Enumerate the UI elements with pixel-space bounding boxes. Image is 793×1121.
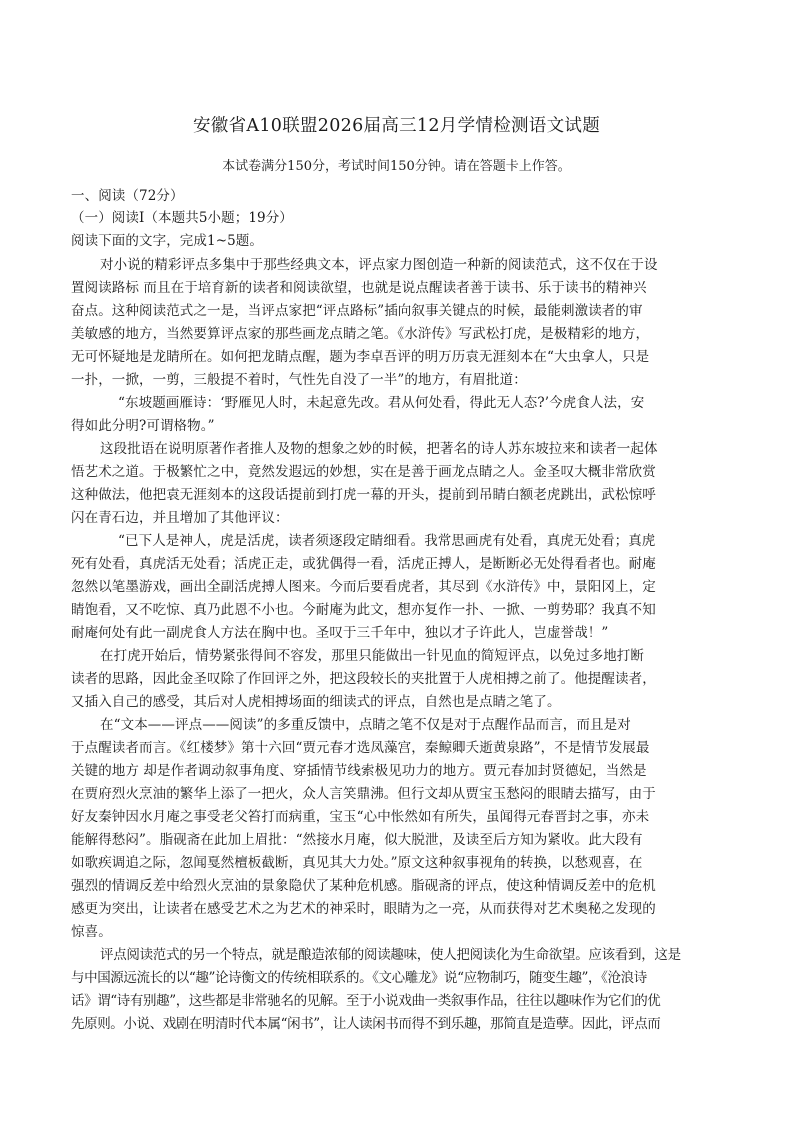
passage-line: 在打虎开始后，情势紧张得间不容发，那里只能做出一针见血的简短评点，以免过多地打断: [100, 648, 644, 664]
passage-line: 感更为突出，让读者在感受艺术之为艺术的神采时，眼睛为之一亮，从而获得对艺术奥秘之发现的: [71, 901, 656, 917]
passage-line: 对小说的精彩评点多集中于那些经典文本，评点家力图创造一种新的阅读范式，这不仅在于设: [100, 257, 658, 273]
passage-line: 闪在青石边，并且增加了其他评议：: [71, 510, 289, 526]
reading-instruction: 阅读下面的文字，完成1~5题。: [71, 233, 263, 249]
passage-line: 话》谓“诗有别趣”，这些都是非常驰名的见解。至于小说戏曲一类叙事作品，往往以趣味作为它们的优: [71, 993, 661, 1009]
section-heading: 一、阅读（72分）: [71, 188, 184, 204]
passage-line: 如歌疾调追之际，忽闻戛然檀板截断，真见其大力处。”原文这种叙事视角的转换，以愁观喜，在: [71, 855, 643, 871]
passage-line: 悟艺术之道。于极繁忙之中，竟然发遐远的妙想，实在是善于画龙点睛之人。金圣叹大概非常欣赏: [71, 464, 656, 480]
passage-line: 无可怀疑地是龙睛所在。如何把龙睛点醒，题为李卓吾评的明万历袁无涯刻本在“大虫拿人，只是: [71, 349, 650, 365]
passage-line: 在“文本——评点——阅读”的多重反馈中，点睛之笔不仅是对于点醒作品而言，而且是对: [100, 717, 631, 733]
quote-line: 得如此分明?可谓格物。”: [71, 418, 215, 434]
quote-line: “已下人是神人，虎是活虎，读者须逐段定睛细看。我常思画虎有处看，真虎无处看；真虎: [118, 533, 656, 549]
passage-line: 好友秦钟因水月庵之事受老父笞打而病重，宝玉“心中怅然如有所失，虽闻得元春晋封之事，亦未: [71, 809, 650, 825]
passage-line: 与中国源远流长的以“趣”论诗衡文的传统相联系的。《文心雕龙》说“应物制巧，随变生趣”，《沧浪诗: [71, 970, 647, 986]
passage-line: 能解得愁闷”。脂砚斋在此加上眉批：“然接水月庵，似大脱泄，及读至后方知为紧收。此大段有: [71, 832, 643, 848]
passage-line: 置阅读路标 而且在于培育新的读者和阅读欲望，也就是说点醒读者善于读书、乐于读书的精神兴: [71, 280, 647, 296]
passage-line: 评点阅读范式的另一个特点，就是酿造浓郁的阅读趣味，使人把阅读化为生命欲望。应该看到，这是: [100, 947, 681, 963]
passage-line: 强烈的情调反差中给烈火烹油的景象隐伏了某种危机感。脂砚斋的评点，使这种情调反差中的危机: [71, 878, 656, 894]
exam-instructions: 本试卷满分150分，考试时间150分钟。请在答题卡上作答。: [222, 159, 571, 174]
passage-line: 惊喜。: [71, 924, 112, 940]
quote-line: 睛饱看，又不吃惊、真乃此恩不小也。今耐庵为此文，想亦复作一扑、一掀、一剪势耶？我真不知: [71, 602, 656, 618]
passage-line: 这种做法，他把袁无涯刻本的这段话提前到打虎一幕的开头，提前到吊睛白额老虎跳出，武松惊呼: [71, 487, 656, 503]
part-heading: （一）阅读Ⅰ（本题共5小题；19分）: [71, 210, 293, 226]
passage-line: 一扑，一掀，一剪，三般提不着时，气性先自没了一半”的地方，有眉批道：: [71, 372, 527, 388]
passage-line: 读者的思路，因此金圣叹除了作回评之外，把这段较长的夹批置于人虎相搏之前了。他提醒读者，: [71, 671, 656, 687]
passage-line: 先原则。小说、戏剧在明清时代本属“闲书”，让人读闲书而得不到乐趣，那简直是造孽。因此，评点而: [71, 1016, 661, 1032]
passage-line: 又插入自己的感受，其后对人虎相搏场面的细读式的评点，自然也是点睛之笔了。: [71, 694, 561, 710]
exam-title: 安徽省A10联盟2026届高三12月学情检测语文试题: [192, 116, 600, 136]
passage-line: 于点醒读者而言。《红楼梦》第十六回“贾元春才选凤藻宫，秦鲸卿夭逝黄泉路”，不是情节发展最: [71, 740, 650, 756]
quote-line: 耐庵何处有此一副虎食人方法在胸中也。圣叹于三千年中，独以才子许此人，岂虚誉哉！”: [71, 625, 609, 641]
quote-line: 忽然以笔墨游戏，画出全副活虎搏人图来。今而后要看虎者，其尽到《水浒传》中，景阳冈上，定: [71, 579, 656, 595]
passage-line: 美敏感的地方，当然要算评点家的那些画龙点睛之笔。《水浒传》写武松打虎，是极精彩的地方，: [71, 326, 650, 342]
passage-line: 这段批语在说明原著作者推人及物的想象之妙的时候，把著名的诗人苏东坡拉来和读者一起体: [100, 441, 658, 457]
quote-line: 死有处看，真虎活无处看；活虎正走，或犹偶得一看，活虎正搏人，是断断必无处得看者也。耐庵: [71, 556, 656, 572]
passage-line: 奋点。这种阅读范式之一是，当评点家把“评点路标”插向叙事关键点的时候，最能刺激读者的审: [71, 303, 643, 319]
quote-line: “东坡题画雁诗：‘野雁见人时，未起意先改。君从何处看，得此无人态?’今虎食人法，安: [118, 395, 645, 411]
passage-line: 关键的地方 却是作者调动叙事角度、穿插情节线索极见功力的地方。贾元春加封贤德妃，当然是: [71, 763, 647, 779]
passage-line: 在贾府烈火烹油的繁华上添了一把火，众人言笑鼎沸。但行文却从贾宝玉愁闷的眼睛去描写，由于: [71, 786, 656, 802]
